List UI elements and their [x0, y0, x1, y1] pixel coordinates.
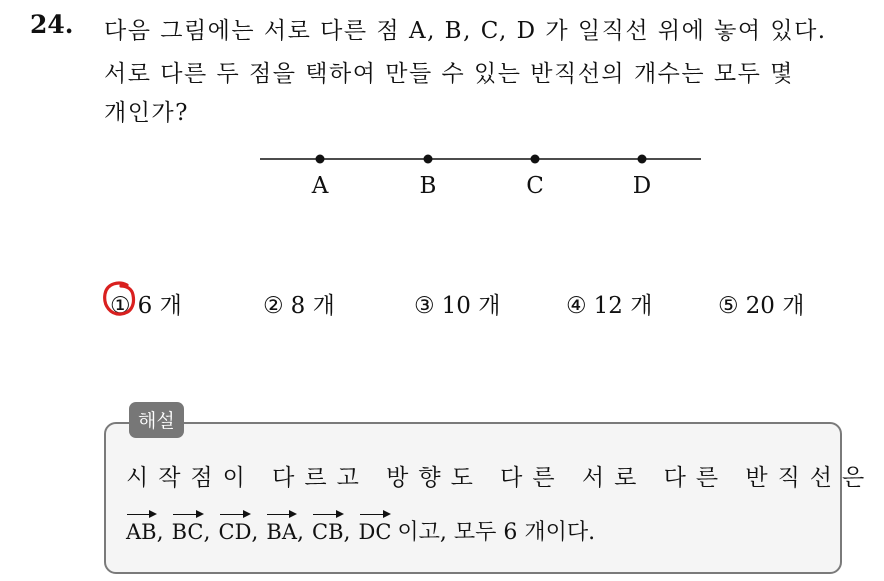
choice-2-mark: ②: [263, 293, 284, 319]
solution-text-line-1: 시작점이 다르고 방향도 다른 서로 다른 반직선은: [126, 465, 875, 491]
solution-conclusion: 이고, 모두 6 개이다.: [397, 520, 596, 545]
choice-5-mark: ⑤: [718, 293, 739, 319]
choice-3[interactable]: [414, 287, 500, 320]
point-a-dot: [316, 155, 325, 164]
point-d-dot: [638, 155, 647, 164]
choice-3-mark: ③: [414, 293, 435, 319]
choice-4-text: 12 개: [593, 293, 653, 319]
choice-1-mark: ①: [110, 293, 131, 319]
solution-tag: 해설: [129, 402, 184, 438]
point-c-dot: [531, 155, 540, 164]
ray-cd: CD: [219, 510, 252, 544]
question-text-line-1: 다음 그림에는 서로 다른 점 A, B, C, D 가 일직선 위에 놓여 있다.: [104, 18, 827, 44]
choice-3-text: 10 개: [441, 293, 501, 319]
ray-ba: BA: [266, 510, 297, 544]
point-d-label: D: [632, 173, 652, 199]
solution-box: [104, 422, 842, 574]
solution-text-line-2: AB, BC, CD, BA, CB, DC 이고, 모두 6 개이다.: [126, 510, 595, 546]
answer-circle-annotation: [101, 280, 137, 318]
ray-bc: BC: [172, 510, 204, 544]
question-number: 24.: [30, 10, 74, 39]
ray-dc: DC: [359, 510, 392, 544]
ray-cb: CB: [312, 510, 344, 544]
choice-2[interactable]: [263, 287, 335, 320]
line-figure: [0, 0, 884, 230]
point-b-dot: [424, 155, 433, 164]
choice-4-mark: ④: [566, 293, 587, 319]
point-b-label: B: [419, 173, 437, 199]
choice-1-text: 6 개: [137, 293, 182, 319]
choice-5-text: 20 개: [745, 293, 805, 319]
point-a-label: A: [311, 173, 329, 199]
point-c-label: C: [526, 173, 544, 199]
choice-5[interactable]: [718, 287, 804, 320]
question-text-line-3: 개인가?: [104, 100, 189, 126]
choice-2-text: 8 개: [290, 293, 335, 319]
ray-ab: AB: [126, 510, 157, 544]
choice-4[interactable]: [566, 287, 652, 320]
question-text-line-2: 서로 다른 두 점을 택하여 만들 수 있는 반직선의 개수는 모두 몇: [104, 61, 794, 87]
